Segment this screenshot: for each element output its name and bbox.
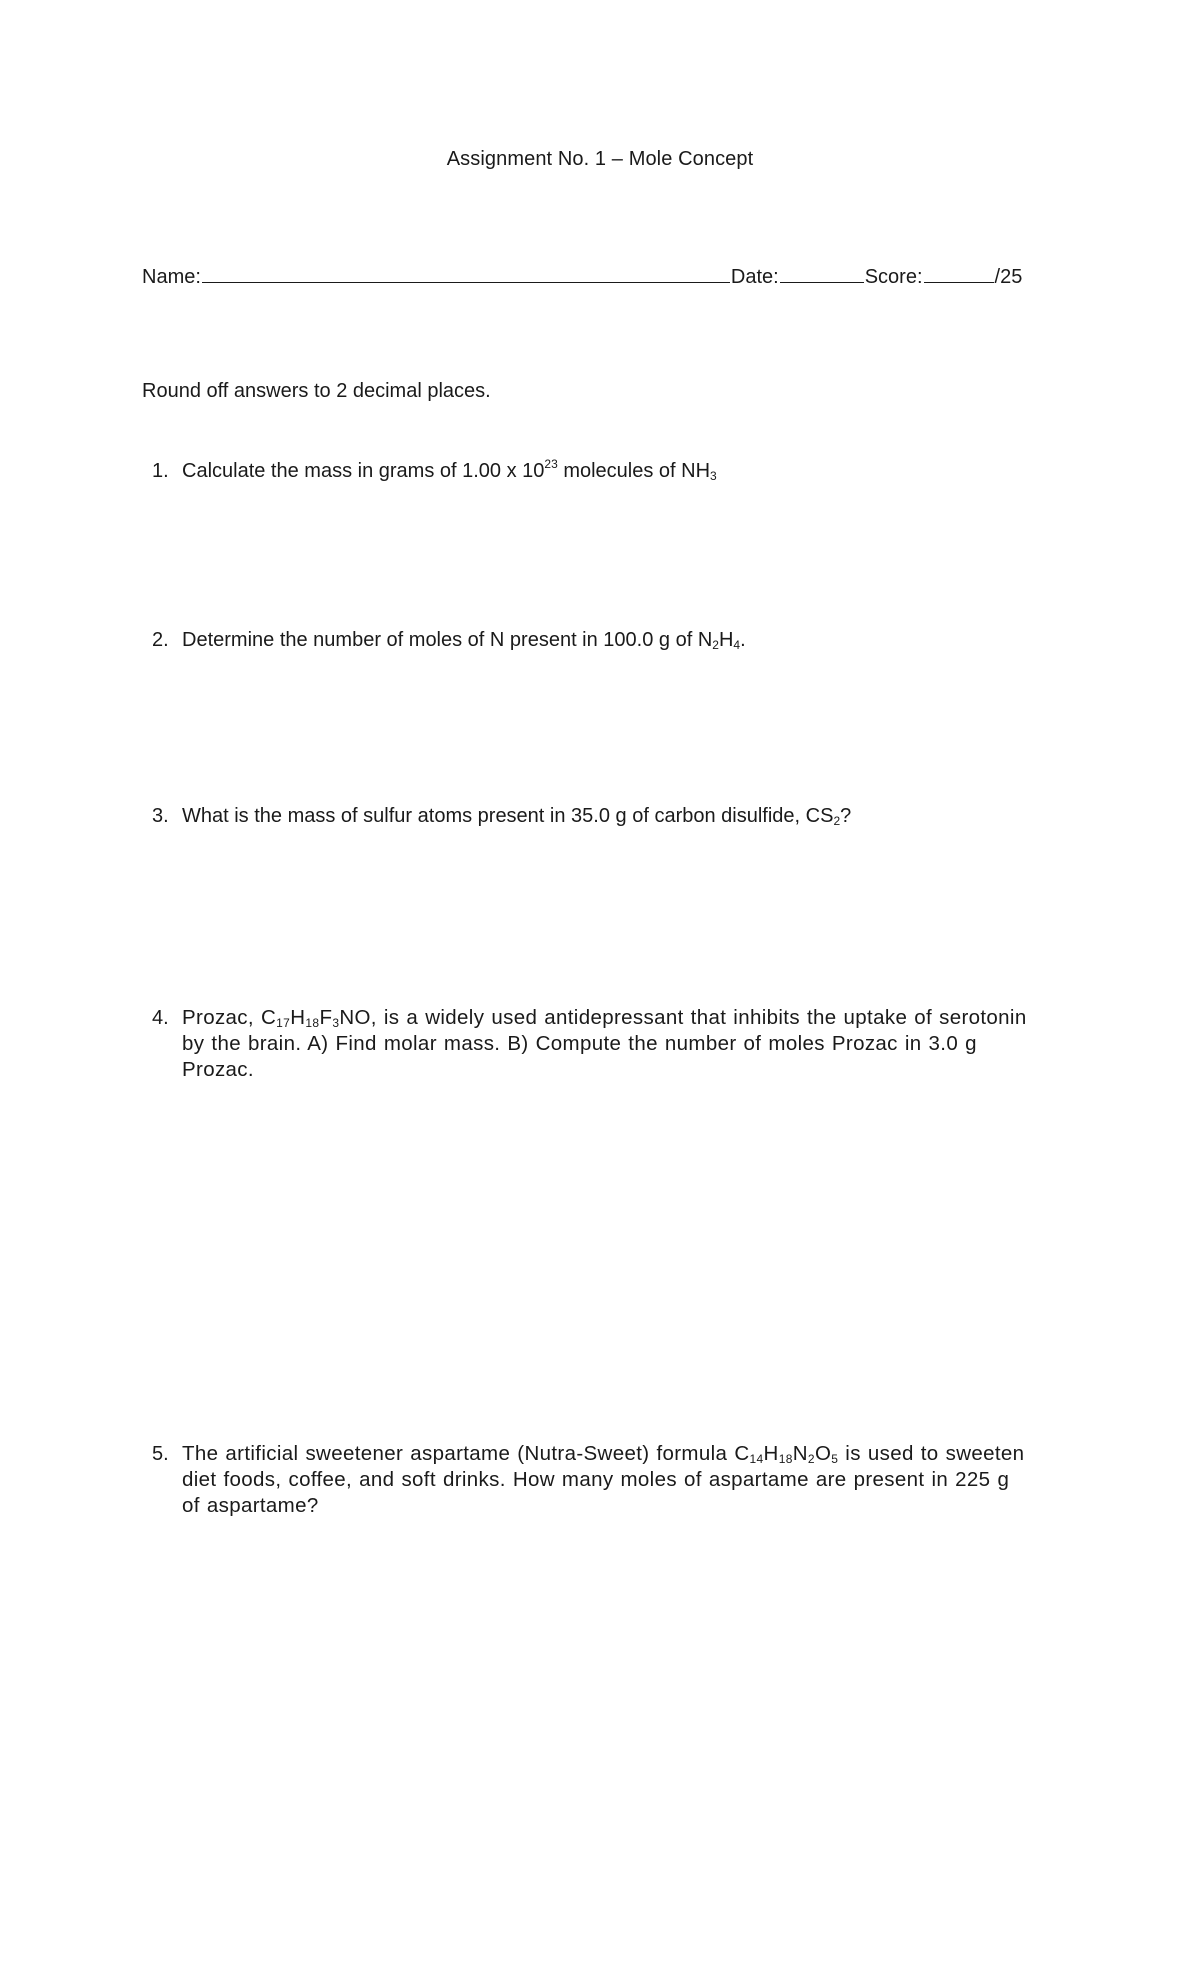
date-blank[interactable] bbox=[780, 264, 864, 283]
question-text: The artificial sweetener aspartame (Nutra-Sweet) formula $C_{14}H_{18}N_2O_5$ is used to sweeten diet foods, coffee, and soft drinks. How many moles of aspartame are present in 225 g of aspartame? bbox=[182, 1442, 1025, 1517]
question-number: 1. bbox=[152, 460, 169, 482]
question-4 bbox=[152, 1005, 1032, 1083]
question-text: Prozac, $C_{17}H_{18}F_3NO$, is a widely used antidepressant that inhibits the uptake of serotonin by the brain. A) Find molar mass. B) Compute the number of moles Prozac in 3.0 g Prozac. bbox=[182, 1006, 1027, 1081]
question-number: 2. bbox=[152, 629, 169, 651]
instructions: Round off answers to 2 decimal places. bbox=[142, 380, 491, 402]
question-1 bbox=[152, 458, 1032, 484]
page-title: Assignment No. 1 – Mole Concept bbox=[446, 148, 754, 170]
question-text: Determine the number of moles of N present in 100.0 g of $N_2H_4$. bbox=[182, 629, 746, 652]
name-label: Name: bbox=[142, 266, 201, 288]
name-blank[interactable] bbox=[202, 264, 730, 283]
question-5 bbox=[152, 1441, 1032, 1519]
question-number: 5. bbox=[152, 1443, 169, 1465]
score-label: Score: bbox=[864, 266, 923, 288]
question-number: 4. bbox=[152, 1007, 169, 1029]
score-total: /25 bbox=[994, 266, 1023, 288]
question-number: 3. bbox=[152, 805, 169, 827]
student-info-line bbox=[142, 264, 1022, 289]
date-label: Date: bbox=[730, 266, 779, 288]
score-blank[interactable] bbox=[924, 264, 994, 283]
question-2 bbox=[152, 627, 1032, 653]
question-text: What is the mass of sulfur atoms present in 35.0 g of carbon disulfide, $CS_2$? bbox=[182, 805, 852, 828]
question-text: Calculate the mass in grams of 1.00 x $10^{23}$ molecules of $NH_3$ bbox=[182, 457, 717, 483]
question-3 bbox=[152, 803, 1032, 829]
